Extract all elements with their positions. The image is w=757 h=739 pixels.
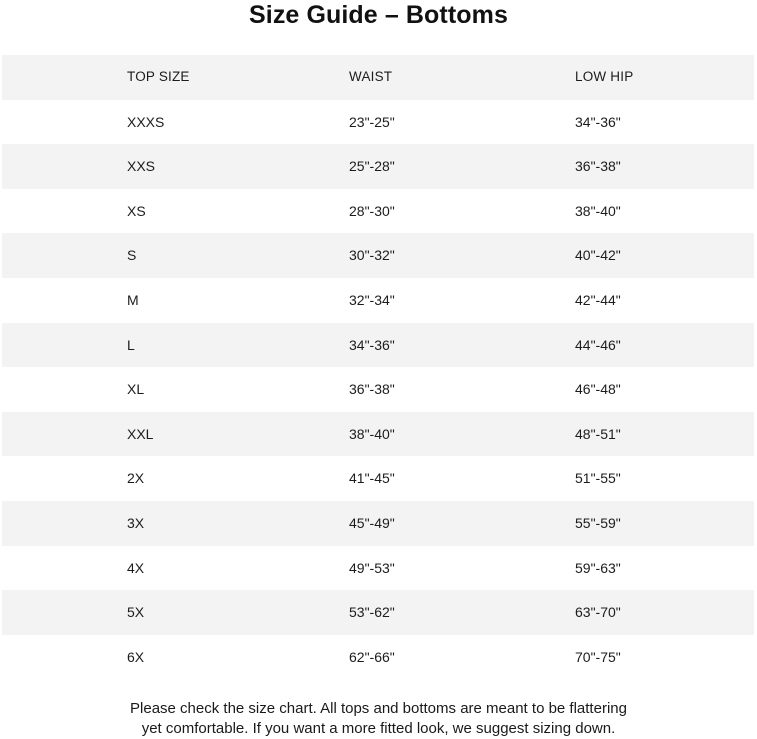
table-row bbox=[2, 456, 754, 501]
cell-waist: 62"-66" bbox=[349, 648, 395, 665]
cell-size: M bbox=[127, 291, 139, 308]
header-waist: WAIST bbox=[349, 69, 393, 84]
table-row bbox=[2, 233, 754, 278]
cell-low-hip: 44"-46" bbox=[575, 336, 621, 353]
cell-size: XL bbox=[127, 381, 145, 398]
page-title: Size Guide – Bottoms bbox=[249, 1, 508, 29]
cell-low-hip: 59"-63" bbox=[575, 559, 621, 576]
cell-waist: 28"-30" bbox=[349, 202, 395, 219]
cell-size: 5X bbox=[127, 604, 145, 621]
cell-waist: 38"-40" bbox=[349, 425, 395, 442]
size-footnote bbox=[0, 699, 757, 739]
cell-low-hip: 51"-55" bbox=[575, 470, 621, 487]
cell-low-hip: 48"-51" bbox=[575, 425, 621, 442]
table-row bbox=[2, 635, 754, 680]
cell-waist: 41"-45" bbox=[349, 470, 395, 487]
cell-size: XXL bbox=[127, 425, 154, 442]
size-table bbox=[2, 55, 754, 679]
table-row bbox=[2, 367, 754, 412]
cell-low-hip: 34"-36" bbox=[575, 113, 621, 130]
cell-waist: 49"-53" bbox=[349, 559, 395, 576]
cell-size: XS bbox=[127, 202, 146, 219]
cell-low-hip: 63"-70" bbox=[575, 604, 621, 621]
cell-size: L bbox=[127, 336, 135, 353]
cell-size: 3X bbox=[127, 514, 145, 531]
header-top-size: TOP SIZE bbox=[127, 69, 190, 84]
cell-low-hip: 36"-38" bbox=[575, 158, 621, 175]
cell-low-hip: 70"-75" bbox=[575, 648, 621, 665]
table-row bbox=[2, 278, 754, 323]
cell-size: S bbox=[127, 247, 137, 264]
table-row bbox=[2, 501, 754, 546]
cell-waist: 23"-25" bbox=[349, 113, 395, 130]
table-row bbox=[2, 100, 754, 145]
table-row bbox=[2, 412, 754, 457]
cell-waist: 36"-38" bbox=[349, 381, 395, 398]
cell-waist: 32"-34" bbox=[349, 291, 395, 308]
cell-size: 4X bbox=[127, 559, 145, 576]
cell-low-hip: 40"-42" bbox=[575, 247, 621, 264]
footnote-line-2: yet comfortable. If you want a more fitted look, we suggest sizing down. bbox=[141, 720, 616, 737]
cell-low-hip: 46"-48" bbox=[575, 381, 621, 398]
cell-waist: 25"-28" bbox=[349, 158, 395, 175]
cell-waist: 34"-36" bbox=[349, 336, 395, 353]
header-low-hip: LOW HIP bbox=[575, 69, 634, 84]
table-row bbox=[2, 189, 754, 234]
cell-size: XXXS bbox=[127, 113, 165, 130]
table-row bbox=[2, 546, 754, 591]
cell-size: XXS bbox=[127, 158, 156, 175]
cell-size: 6X bbox=[127, 648, 145, 665]
cell-low-hip: 55"-59" bbox=[575, 514, 621, 531]
table-row bbox=[2, 323, 754, 368]
table-header-row bbox=[2, 55, 754, 100]
cell-low-hip: 42"-44" bbox=[575, 291, 621, 308]
table-row bbox=[2, 144, 754, 189]
cell-size: 2X bbox=[127, 470, 145, 487]
table-row bbox=[2, 590, 754, 635]
cell-waist: 53"-62" bbox=[349, 604, 395, 621]
footnote-line-1: Please check the size chart. All tops and bottoms are meant to be flattering bbox=[130, 700, 627, 717]
cell-waist: 30"-32" bbox=[349, 247, 395, 264]
cell-low-hip: 38"-40" bbox=[575, 202, 621, 219]
cell-waist: 45"-49" bbox=[349, 514, 395, 531]
